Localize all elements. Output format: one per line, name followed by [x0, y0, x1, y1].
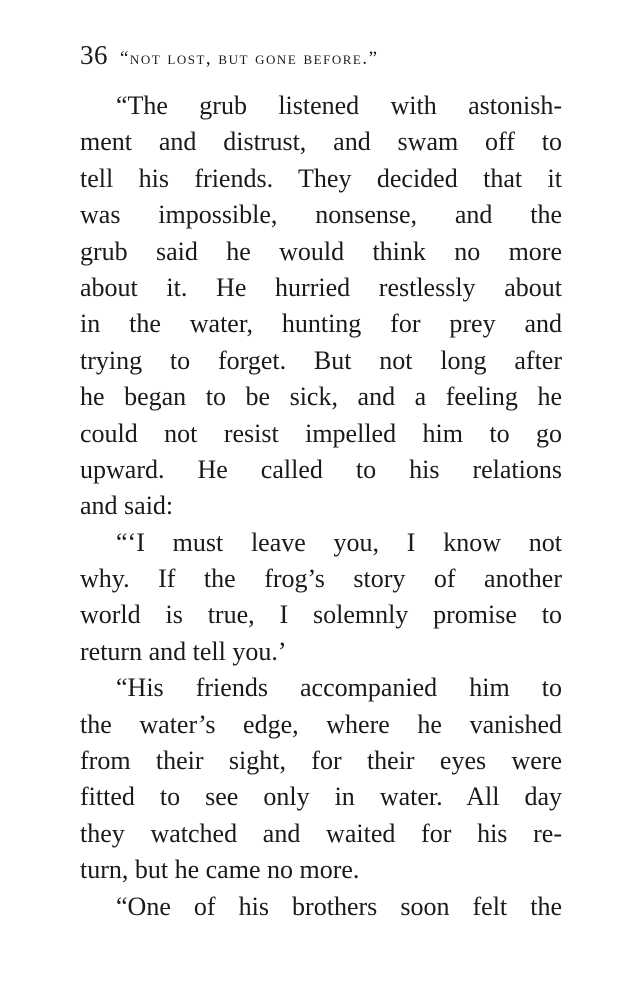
text-line: they watched and waited for his re- — [80, 818, 562, 848]
text-line: return and tell you.’ — [80, 636, 287, 666]
text-line: tell his friends. They decided that it — [80, 163, 562, 193]
book-page — [80, 40, 562, 925]
text-line: trying to forget. But not long after — [80, 345, 562, 375]
text-line: in the water, hunting for prey and — [80, 309, 562, 339]
text-line: fitted to see only in water. All day — [80, 782, 562, 812]
text-line: was impossible, nonsense, and the — [80, 200, 562, 230]
text-line: “One of his brothers soon felt the — [116, 891, 562, 921]
body-text — [80, 88, 562, 925]
text-line: about it. He hurried restlessly about — [80, 272, 562, 302]
text-line: grub said he would think no more — [80, 236, 562, 266]
text-line: from their sight, for their eyes were — [80, 746, 562, 776]
text-line: turn, but he came no more. — [80, 855, 360, 885]
text-line: why. If the frog’s story of another — [80, 564, 562, 594]
running-head: “not lost, but gone before.” — [120, 48, 379, 69]
text-line: the water’s edge, where he vanished — [80, 709, 562, 739]
text-line: “His friends accompanied him to — [116, 673, 562, 703]
text-line: he began to be sick, and a feeling he — [80, 382, 562, 412]
text-line: and said: — [80, 491, 174, 521]
text-line: “The grub listened with astonish- — [116, 91, 562, 120]
text-line: world is true, I solemnly promise to — [80, 600, 562, 630]
page-header — [80, 40, 562, 80]
text-line: “‘I must leave you, I know not — [116, 527, 562, 557]
page-number: 36 — [80, 40, 108, 70]
text-line: ment and distrust, and swam off to — [80, 127, 562, 157]
text-line: could not resist impelled him to go — [80, 418, 562, 448]
text-line: upward. He called to his relations — [80, 454, 562, 484]
